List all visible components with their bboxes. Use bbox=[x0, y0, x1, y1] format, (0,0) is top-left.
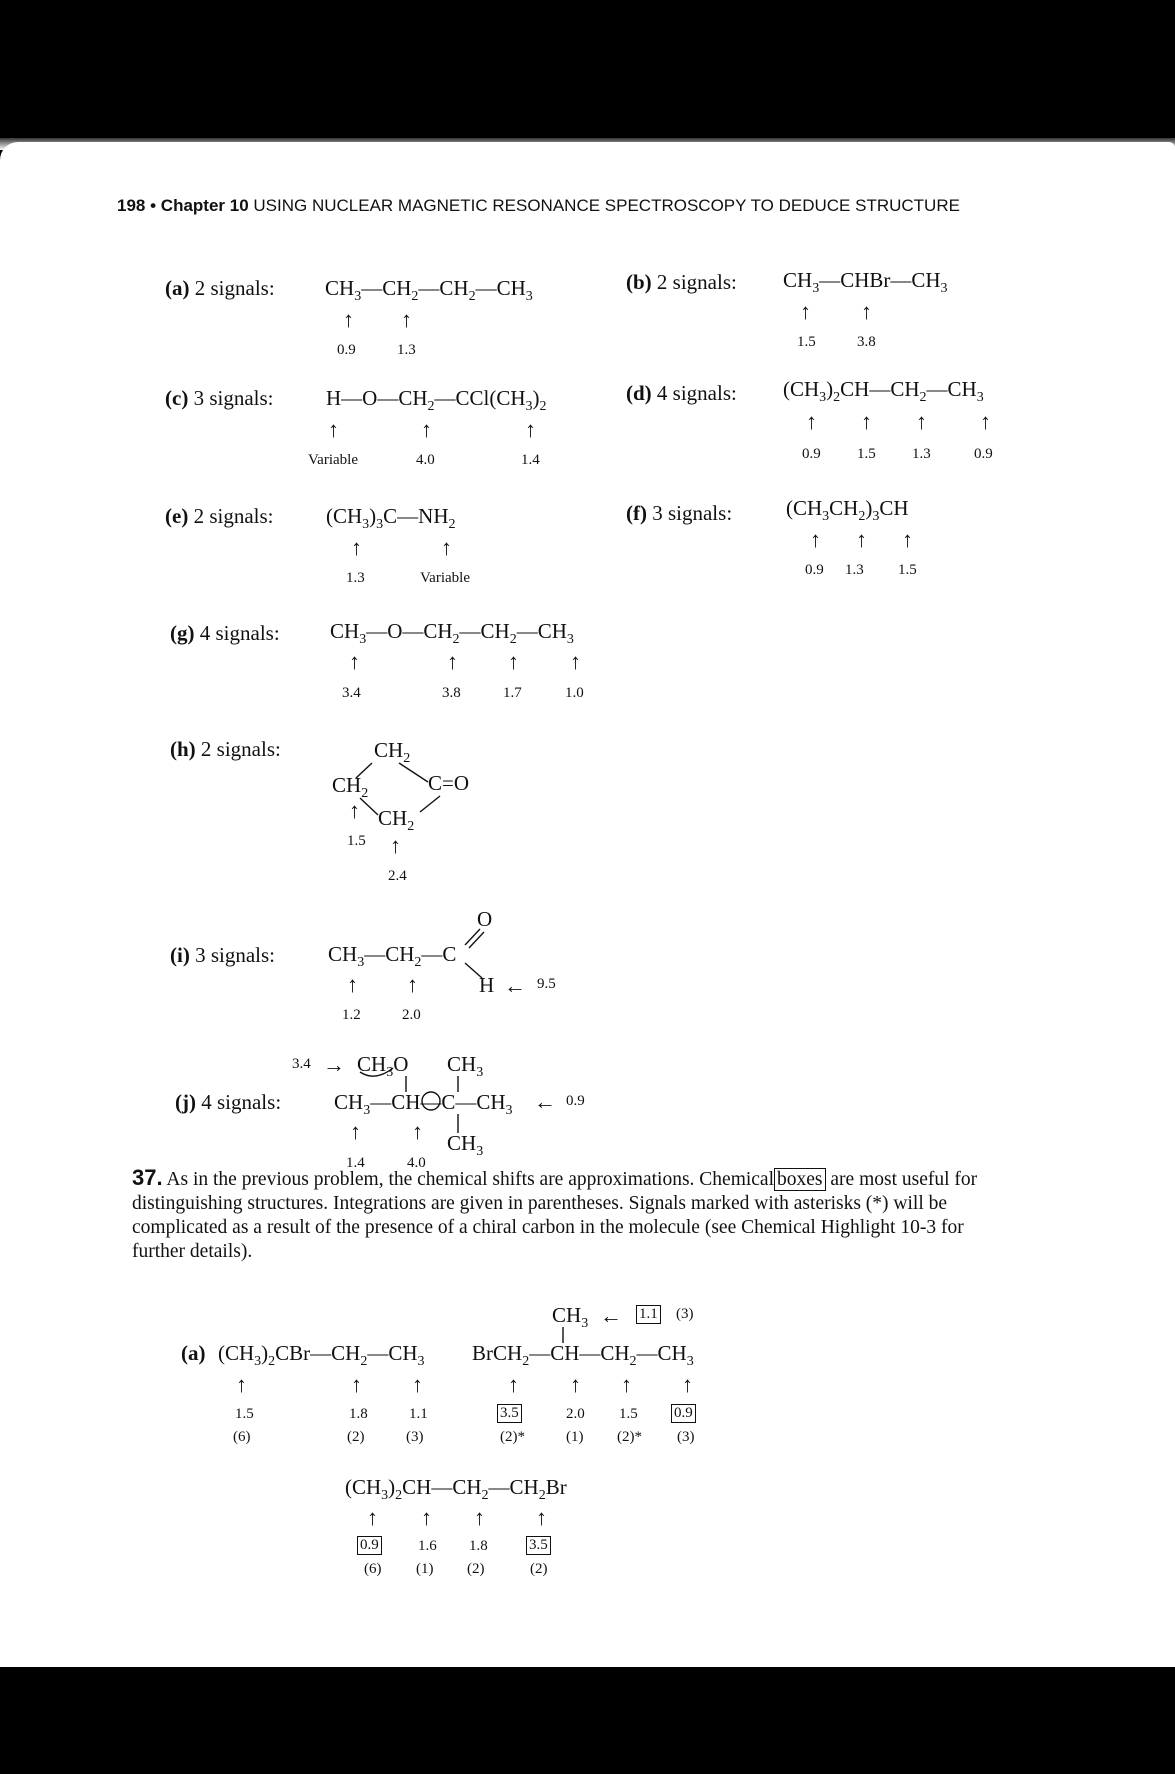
item-b-formula: $CH_3—CHBr—CH_3$ bbox=[783, 268, 948, 297]
boxed-shift: 0.9 bbox=[357, 1536, 382, 1555]
arrow: ↑ bbox=[682, 1372, 693, 1397]
p37a-molecule-1: $(CH_3)_2CBr—CH_2—CH_3$ bbox=[218, 1341, 425, 1370]
p37a-molecule-3: $(CH_3)_2CH—CH_2—CH_2Br$ bbox=[345, 1475, 567, 1504]
bottom-methyl: $CH_3$ bbox=[447, 1131, 484, 1160]
top-methyl: $CH_3$ bbox=[447, 1052, 484, 1081]
shift-value: 2.0 bbox=[566, 1406, 585, 1422]
item-j-label: (j) 4 signals: bbox=[175, 1090, 282, 1114]
shift-value: 1.8 bbox=[469, 1538, 488, 1554]
shift-value: 0.9 bbox=[974, 446, 993, 462]
shift-value: 0.9 bbox=[805, 562, 824, 578]
arrow: ↑ bbox=[350, 1119, 361, 1144]
integration: (2)* bbox=[500, 1429, 525, 1445]
shift-value: 1.2 bbox=[342, 1007, 361, 1023]
shift-value: 0.9 bbox=[802, 446, 821, 462]
arrow: ↑ bbox=[441, 535, 452, 560]
item-f-formula: $(CH_3CH_2)_3CH$ bbox=[786, 496, 909, 525]
arrow: ↑ bbox=[916, 409, 927, 434]
item-g-formula: $CH_3—O—CH_2—CH_2—CH_3$ bbox=[330, 619, 574, 648]
arrow: ↑ bbox=[351, 1372, 362, 1397]
shift-value: 4.0 bbox=[416, 452, 435, 468]
arrow: ↑ bbox=[800, 299, 811, 324]
aldehyde-o: O bbox=[477, 907, 493, 931]
running-header bbox=[117, 196, 960, 216]
boxed-shift: 3.5 bbox=[526, 1536, 551, 1555]
ring-carbonyl: C=O bbox=[428, 771, 470, 795]
boxed-shift: 0.9 bbox=[671, 1404, 696, 1423]
item-e-formula: $(CH_3)_3C—NH_2$ bbox=[326, 504, 456, 533]
item-h-label: (h) 2 signals: bbox=[170, 737, 281, 761]
shift-value: 1.4 bbox=[346, 1155, 365, 1171]
arrow: ↑ bbox=[806, 409, 817, 434]
chapter-title: USING NUCLEAR MAGNETIC RESONANCE SPECTROSCOPY TO DEDUCE STRUCTURE bbox=[253, 196, 960, 215]
arrow: ↑ bbox=[421, 417, 432, 442]
shift-value: 3.8 bbox=[857, 334, 876, 350]
integration: (2) bbox=[467, 1561, 485, 1577]
methoxy-group: $CH_3O$ bbox=[357, 1052, 409, 1081]
shift-value: 1.5 bbox=[797, 334, 816, 350]
item-a-formula: $CH_3—CH_2—CH_2—CH_3$ bbox=[325, 276, 533, 305]
item-d-label: (d) 4 signals: bbox=[626, 381, 737, 405]
ring-ch2-bottom: $CH_2$ bbox=[378, 806, 415, 835]
arrow: ↑ bbox=[621, 1372, 632, 1397]
shift-value: Variable bbox=[420, 570, 470, 586]
shift-value: 2.4 bbox=[388, 868, 407, 884]
shift-value: 3.4 bbox=[342, 685, 361, 701]
problem-37-text: 37. As in the previous problem, the chemical shifts are approximations. Chemical boxes are most useful for distinguishing structures. Integrations are given in parentheses. Signals marked with asterisks (*) will be complicated as a result of the presence of a chiral carbon in the molecule (see Chemical Highlight 10-3 for further details). bbox=[132, 1165, 978, 1262]
integration: (3) bbox=[406, 1429, 424, 1445]
shift-value: 1.5 bbox=[347, 833, 366, 849]
arrow: ↑ bbox=[856, 527, 867, 552]
arrow: ↑ bbox=[861, 299, 872, 324]
arrow: → bbox=[323, 1052, 345, 1077]
arrow: ← bbox=[534, 1089, 556, 1114]
boxed-shift: 1.1 bbox=[636, 1305, 661, 1324]
integration: (1) bbox=[416, 1561, 434, 1577]
shift-value: 2.0 bbox=[402, 1007, 421, 1023]
arrow: ↑ bbox=[349, 798, 360, 823]
arrow: ↑ bbox=[474, 1505, 485, 1530]
arrow: ↑ bbox=[349, 649, 360, 674]
shift-value: 1.6 bbox=[418, 1538, 437, 1554]
shift-value: 1.7 bbox=[503, 685, 522, 701]
arrow: ↑ bbox=[407, 972, 418, 997]
p37a-label: (a) bbox=[181, 1341, 206, 1365]
shift-value: Variable bbox=[308, 452, 358, 468]
aldehyde-h: H bbox=[479, 973, 495, 997]
boxes-word: boxes bbox=[774, 1168, 826, 1191]
arrow: ↑ bbox=[401, 307, 412, 332]
item-f-label: (f) 3 signals: bbox=[626, 501, 733, 525]
shift-value: 1.1 bbox=[409, 1406, 428, 1422]
shift-value: 1.5 bbox=[898, 562, 917, 578]
arrow: ↑ bbox=[412, 1119, 423, 1144]
arrow: ↑ bbox=[412, 1372, 423, 1397]
shift-value: 1.5 bbox=[619, 1406, 638, 1422]
item-j-formula: $CH_3—CH—C—CH_3$ bbox=[334, 1090, 513, 1119]
arrow: ↑ bbox=[421, 1505, 432, 1530]
arrow: ↑ bbox=[980, 409, 991, 434]
shift-value: 1.3 bbox=[912, 446, 931, 462]
header-bullet: • bbox=[150, 196, 157, 215]
integration: (2)* bbox=[617, 1429, 642, 1445]
shift-value: 0.9 bbox=[337, 342, 356, 358]
shift-value: 3.4 bbox=[292, 1056, 311, 1072]
arrow: ↑ bbox=[861, 409, 872, 434]
ring-ch2-left: $CH_2$ bbox=[332, 773, 369, 802]
arrow: ↑ bbox=[328, 417, 339, 442]
shift-value: 1.3 bbox=[845, 562, 864, 578]
arrow: ↑ bbox=[447, 649, 458, 674]
shift-value: 1.4 bbox=[521, 452, 540, 468]
item-g-label: (g) 4 signals: bbox=[170, 621, 280, 645]
arrow: ↑ bbox=[902, 527, 913, 552]
item-c-formula: $H—O—CH_2—CCl(CH_3)_2$ bbox=[326, 386, 547, 415]
integration: (3) bbox=[676, 1306, 694, 1322]
arrow: ↑ bbox=[570, 649, 581, 674]
shift-value: 4.0 bbox=[407, 1155, 426, 1171]
shift-value: 1.8 bbox=[349, 1406, 368, 1422]
arrow: ↑ bbox=[508, 1372, 519, 1397]
integration: (1) bbox=[566, 1429, 584, 1445]
item-i-formula: $CH_3—CH_2—C$ bbox=[328, 942, 457, 971]
item-d-formula: $(CH_3)_2CH—CH_2—CH_3$ bbox=[783, 377, 984, 406]
ring-ch2-top: $CH_2$ bbox=[374, 738, 411, 767]
arrow: ↑ bbox=[367, 1505, 378, 1530]
branch-methyl: $CH_3$ bbox=[552, 1303, 589, 1332]
item-a-label: (a) 2 signals: bbox=[165, 276, 275, 300]
shift-value: 1.3 bbox=[397, 342, 416, 358]
arrow: ↑ bbox=[525, 417, 536, 442]
item-c-label: (c) 3 signals: bbox=[165, 386, 274, 410]
arrow: ↑ bbox=[508, 649, 519, 674]
shift-value: 0.9 bbox=[566, 1093, 585, 1109]
arrow: ↑ bbox=[570, 1372, 581, 1397]
integration: (2) bbox=[347, 1429, 365, 1445]
arrow: ← bbox=[600, 1303, 622, 1328]
integration: (6) bbox=[364, 1561, 382, 1577]
item-e-label: (e) 2 signals: bbox=[165, 504, 274, 528]
arrow: ↑ bbox=[536, 1505, 547, 1530]
shift-value: 1.3 bbox=[346, 570, 365, 586]
shift-value: 9.5 bbox=[537, 976, 556, 992]
item-b-label: (b) 2 signals: bbox=[626, 270, 737, 294]
shift-value: 3.8 bbox=[442, 685, 461, 701]
boxed-shift: 3.5 bbox=[497, 1404, 522, 1423]
arrow: ↑ bbox=[390, 833, 401, 858]
arrow: ↑ bbox=[343, 307, 354, 332]
p37a-molecule-2: $BrCH_2—CH—CH_2—CH_3$ bbox=[472, 1341, 694, 1370]
arrow: ← bbox=[504, 973, 526, 998]
page-number: 198 bbox=[117, 196, 146, 215]
integration: (3) bbox=[677, 1429, 695, 1445]
shift-value: 1.5 bbox=[235, 1406, 254, 1422]
arrow: ↑ bbox=[351, 535, 362, 560]
book-page bbox=[0, 142, 1175, 1667]
chapter-label: Chapter 10 bbox=[160, 196, 249, 215]
arrow: ↑ bbox=[810, 527, 821, 552]
shift-value: 1.0 bbox=[565, 685, 584, 701]
integration: (6) bbox=[233, 1429, 251, 1445]
shift-value: 1.5 bbox=[857, 446, 876, 462]
integration: (2) bbox=[530, 1561, 548, 1577]
problem-number: 37. bbox=[132, 1165, 163, 1190]
arrow: ↑ bbox=[347, 972, 358, 997]
item-i-label: (i) 3 signals: bbox=[170, 943, 275, 967]
arrow: ↑ bbox=[236, 1372, 247, 1397]
